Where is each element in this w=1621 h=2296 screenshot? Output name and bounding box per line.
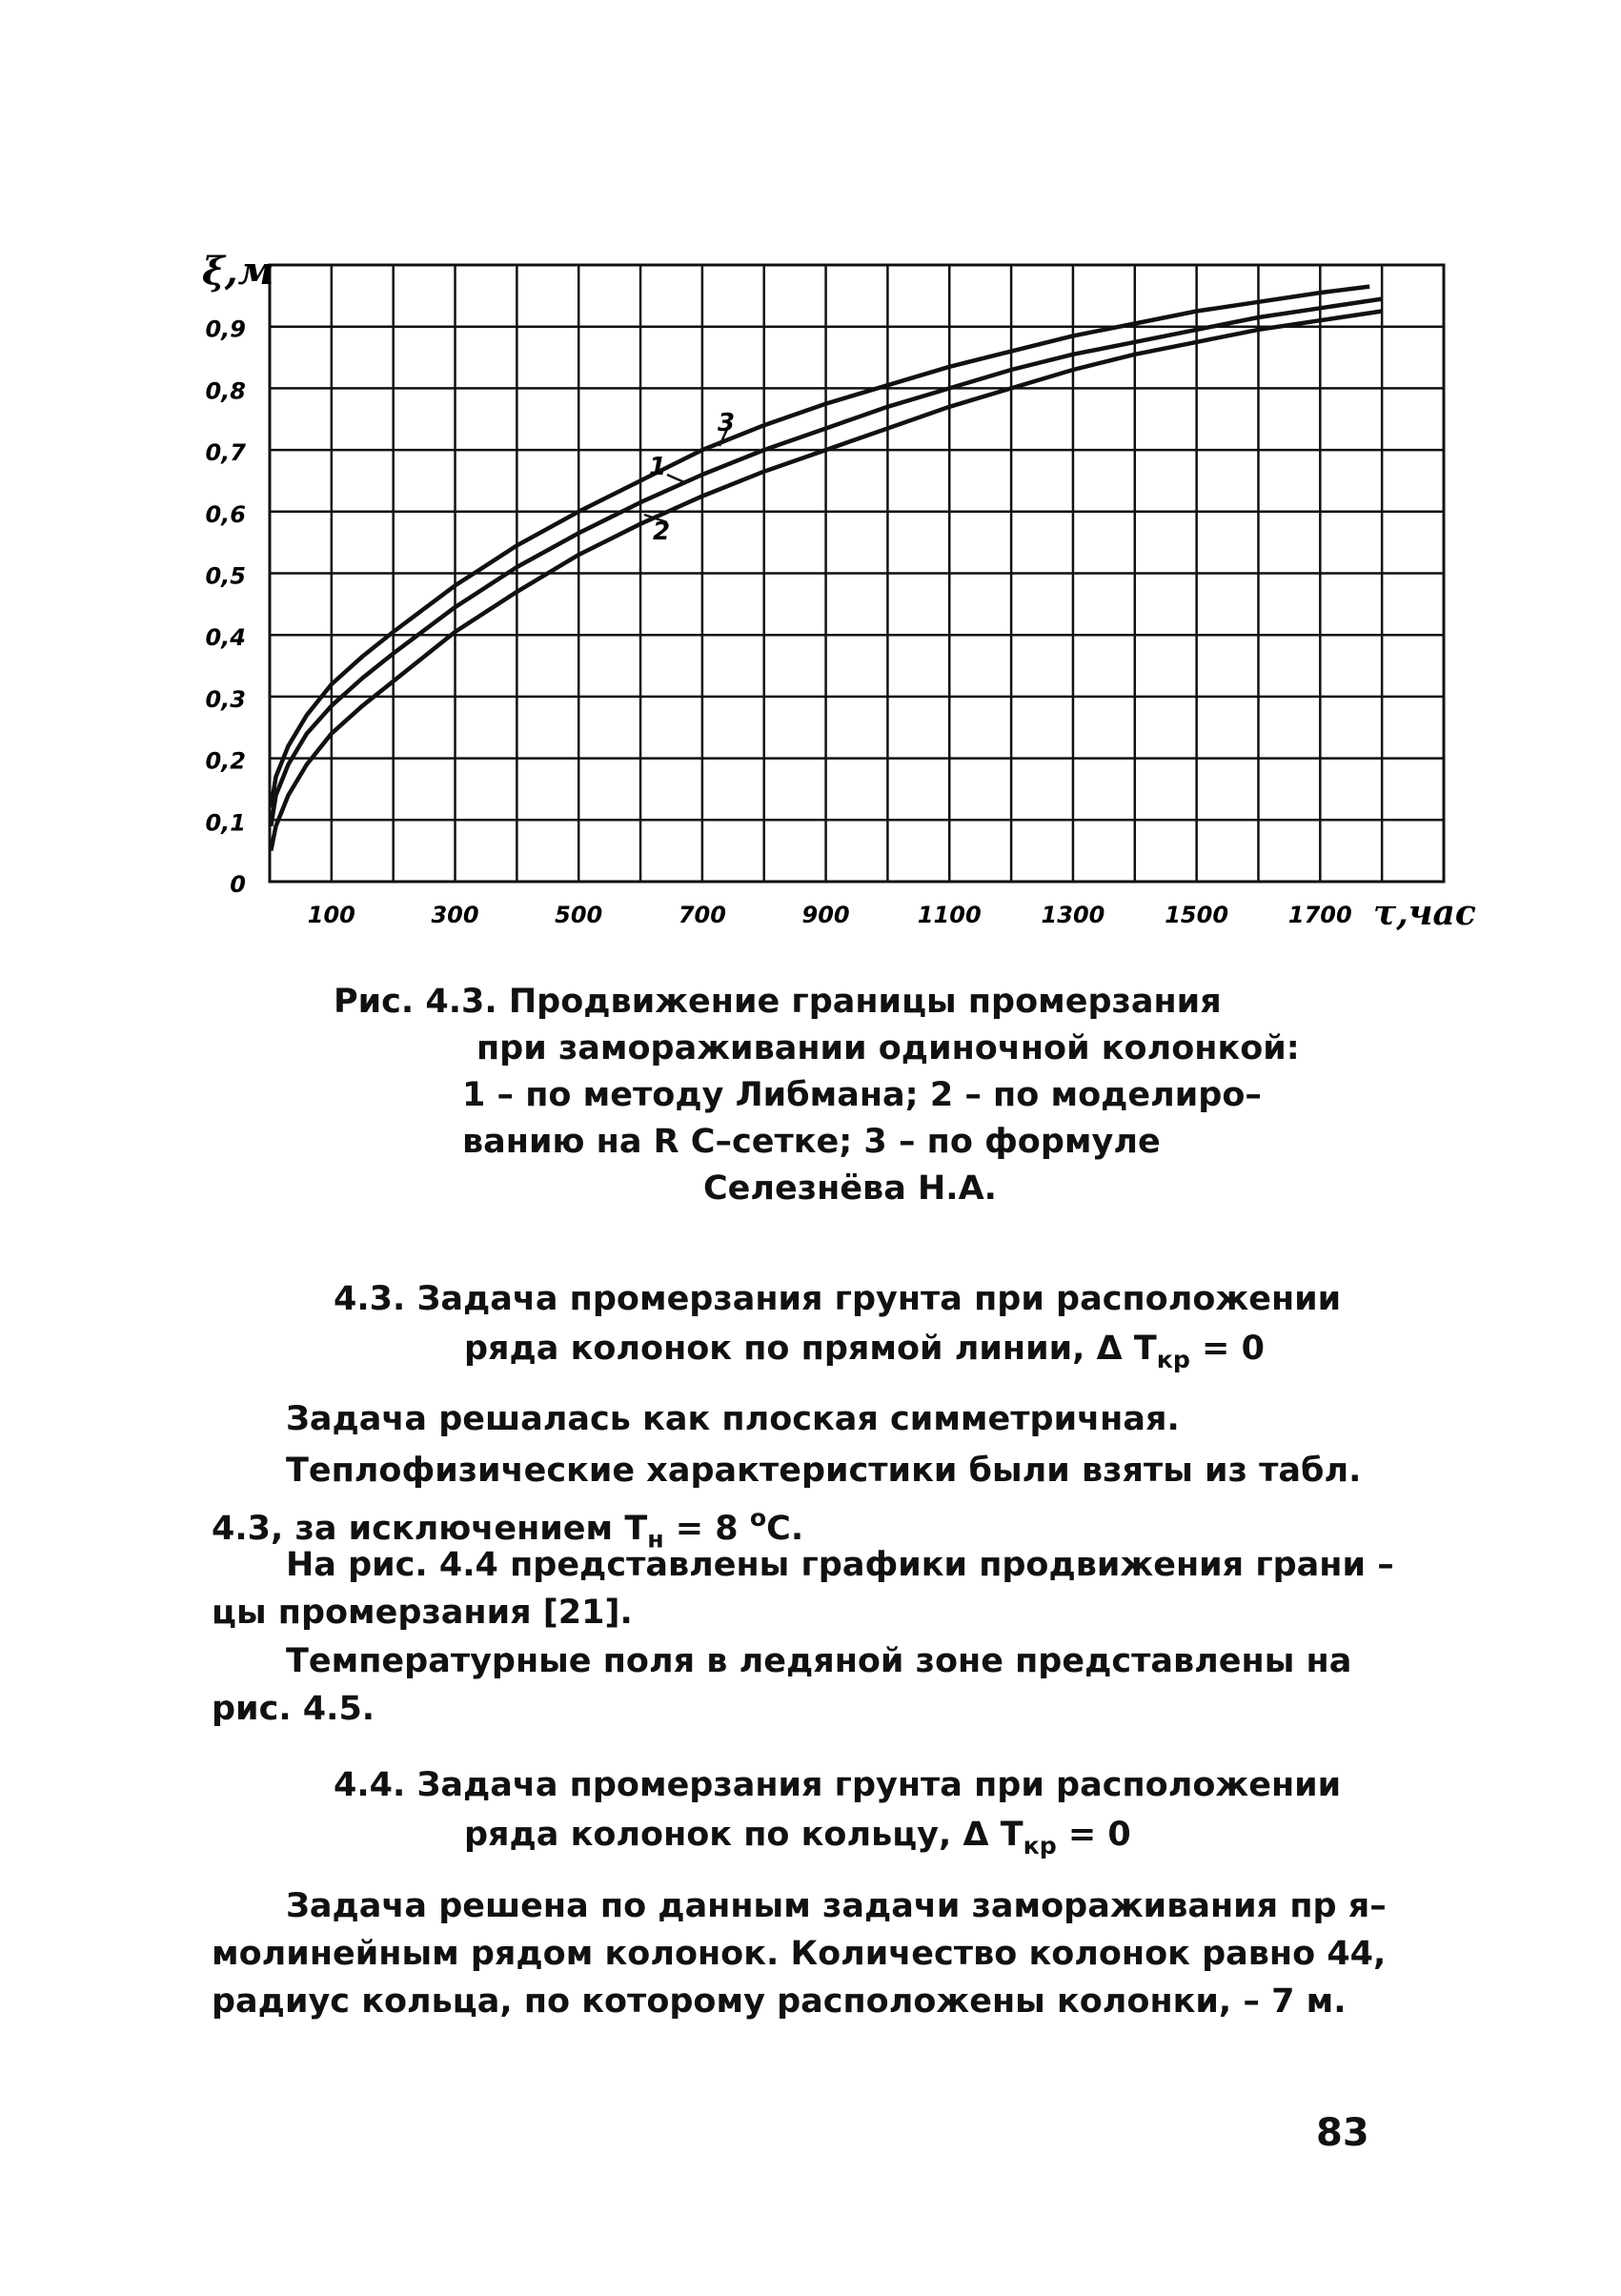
curve-number-label: 3 — [717, 409, 736, 437]
paragraph-line: Теплофизические характеристики были взяты из табл. — [286, 1452, 1362, 1490]
paragraph-text: С. — [766, 1509, 804, 1548]
y-tick-label: 0,6 — [205, 500, 246, 528]
page-number: 83 — [1316, 2111, 1369, 2155]
curve-label-leader — [667, 475, 684, 482]
heading-text: = 0 — [1056, 1816, 1131, 1854]
y-tick-label: 0,1 — [205, 809, 246, 837]
x-tick-label: 700 — [678, 902, 726, 928]
heading-line: 4.3. Задача промерзания грунта при расположении — [334, 1280, 1342, 1318]
paragraph-line: молинейным рядом колонок. Количество колонок равно 44, — [212, 1935, 1387, 1973]
y-tick-label: 0,2 — [205, 747, 246, 775]
heading-text: ряда колонок по кольцу, Δ T — [464, 1816, 1023, 1854]
subscript: кр — [1023, 1831, 1057, 1859]
caption-line: Рис. 4.3. Продвижение границы промерзания — [334, 983, 1222, 1021]
heading-line: 4.4. Задача промерзания грунта при расположении — [334, 1766, 1342, 1804]
y-tick-label: 0,7 — [205, 439, 246, 467]
y-axis-label: ξ,м — [202, 249, 274, 294]
x-tick-label: 300 — [431, 902, 479, 928]
heading-line — [464, 1811, 1131, 1870]
paragraph-line: На рис. 4.4 представлены графики продвижения грани – — [286, 1546, 1394, 1584]
paragraph-line: радиус кольца, по которому расположены колонки, – 7 м. — [212, 1982, 1347, 2021]
x-axis-label: τ,час — [1373, 893, 1476, 933]
y-tick-label: 0,9 — [205, 315, 246, 343]
y-tick-label: 0,5 — [205, 562, 246, 590]
caption-line: ванию на R C–сетке; 3 – по формуле — [462, 1123, 1161, 1161]
x-tick-label: 900 — [801, 902, 850, 928]
paragraph-line: Задача решена по данным задачи замораживания пр я– — [286, 1887, 1387, 1925]
paragraph-text: 4.3, за исключением T — [212, 1509, 648, 1548]
paragraph-line: Температурные поля в ледяной зоне представлены на — [286, 1642, 1352, 1680]
x-tick-label: 500 — [555, 902, 603, 928]
curve-number-label: 1 — [648, 453, 667, 481]
subscript: кр — [1156, 1345, 1190, 1373]
x-tick-label: 1300 — [1041, 902, 1105, 928]
paragraph-line: Задача решалась как плоская симметричная. — [286, 1400, 1180, 1438]
paragraph-line: цы промерзания [21]. — [212, 1594, 633, 1632]
heading-line — [464, 1325, 1265, 1384]
curve-3 — [271, 287, 1369, 808]
freezing-boundary-chart — [0, 0, 1621, 953]
x-tick-label: 1100 — [917, 902, 982, 928]
y-tick-label: 0,4 — [205, 624, 246, 652]
superscript: о — [749, 1504, 767, 1532]
y-tick-label: 0,3 — [205, 685, 246, 713]
x-tick-label: 100 — [307, 902, 355, 928]
x-tick-label: 1700 — [1287, 902, 1352, 928]
subscript: н — [647, 1525, 664, 1554]
y-tick-label: 0 — [230, 871, 246, 898]
caption-line: 1 – по методу Либмана; 2 – по моделиро– — [462, 1076, 1262, 1114]
caption-line: Селезнёва Н.А. — [703, 1169, 997, 1208]
x-tick-label: 1500 — [1165, 902, 1229, 928]
curve-number-label: 2 — [652, 518, 671, 546]
paragraph-line: рис. 4.5. — [212, 1690, 375, 1728]
y-tick-label: 0,8 — [205, 377, 246, 405]
caption-line: при замораживании одиночной колонкой: — [476, 1029, 1300, 1067]
paragraph-text: = 8 — [663, 1509, 750, 1548]
heading-text: = 0 — [1189, 1330, 1265, 1368]
heading-text: ряда колонок по прямой линии, Δ T — [464, 1330, 1157, 1368]
